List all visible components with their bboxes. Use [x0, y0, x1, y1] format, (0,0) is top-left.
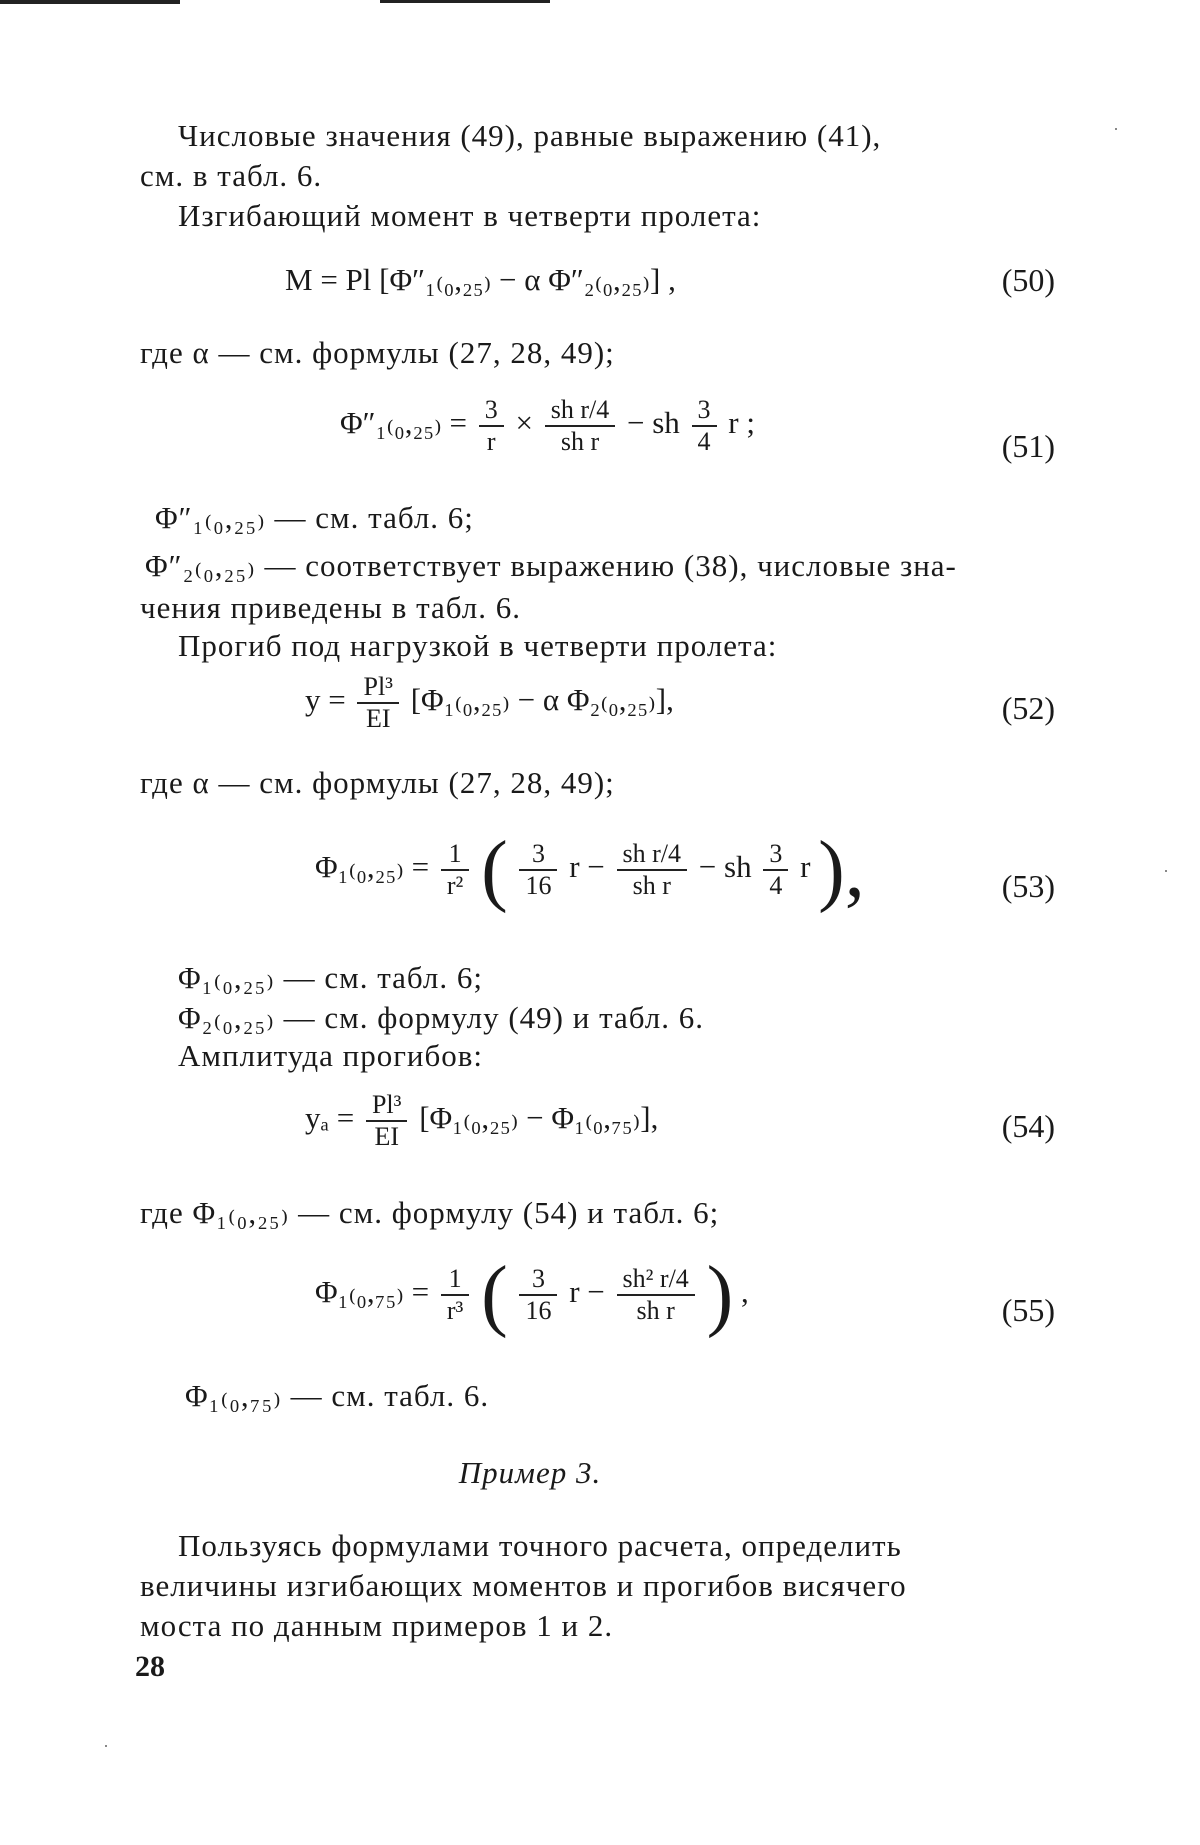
- equation-55-number: (55): [1001, 1292, 1055, 1328]
- eq53-lhs: Φ₁₍₀,₂₅₎ =: [315, 849, 430, 885]
- para5-line1: Пользуясь формулами точного расчета, определить: [178, 1528, 902, 1563]
- eq53-fraction-1: $\frac{1}{\text{r²}}$: [441, 839, 469, 901]
- eq55-fraction-2: $\frac{3}{16}$: [519, 1264, 557, 1326]
- scan-artifact-top-right: [380, 0, 550, 3]
- note-55: Φ₁₍₀,₇₅₎ — см. табл. 6.: [185, 1378, 490, 1413]
- eq55-fraction-3: $\frac{\text{sh² r/4}}{\text{sh r}}$: [617, 1264, 695, 1326]
- eq51-fraction-1: $\frac{3}{r}$: [479, 395, 504, 457]
- para1-line1: Числовые значения (49), равные выражению (41),: [178, 118, 882, 153]
- note-51a: Φ″₁₍₀,₂₅₎ — см. табл. 6;: [155, 500, 474, 535]
- scan-speck: [1165, 870, 1167, 872]
- scan-speck: [1115, 128, 1117, 130]
- eq52-rhs: [Φ₁₍₀,₂₅₎ − α Φ₂₍₀,₂₅₎],: [410, 682, 674, 718]
- where-alpha-1: где α — см. формулы (27, 28, 49);: [140, 335, 615, 370]
- note-53b: Φ₂₍₀,₂₅₎ — см. формулу (49) и табл. 6.: [178, 1000, 704, 1035]
- para4-text: Амплитуда прогибов:: [178, 1038, 484, 1073]
- scan-artifact-top-left: [0, 0, 180, 4]
- eq51-tail: r ;: [728, 405, 755, 441]
- eq51-fraction-2: $\frac{\text{sh r/4}}{\text{sh r}}$: [545, 395, 616, 457]
- example-title: Пример 3.: [458, 1455, 602, 1490]
- equation-53-number: (53): [1001, 868, 1055, 904]
- eq51-lhs: Φ″₁₍₀,₂₅₎ =: [340, 405, 468, 441]
- eq52-fraction: $\frac{\text{Pl³}}{EI}$: [357, 672, 398, 734]
- equation-51: [340, 395, 755, 457]
- eq55-open-paren: (: [481, 1251, 508, 1339]
- eq53-fraction-3: $\frac{\text{sh r/4}}{\text{sh r}}$: [617, 839, 688, 901]
- eq54-fraction: $\frac{\text{Pl³}}{EI}$: [366, 1090, 407, 1152]
- page-number: 28: [135, 1650, 165, 1683]
- para5-line2: величины изгибающих моментов и прогибов висячего: [140, 1568, 907, 1603]
- eq51-fraction-3: $\frac{3}{4}$: [692, 395, 717, 457]
- where-alpha-2: где α — см. формулы (27, 28, 49);: [140, 765, 615, 800]
- eq53-mid: − sh: [698, 849, 752, 885]
- eq53-close-paren: ),: [818, 826, 865, 914]
- eq51-times: ×: [515, 405, 533, 441]
- eq55-r1: r −: [569, 1274, 605, 1310]
- note-53a: Φ₁₍₀,₂₅₎ — см. табл. 6;: [178, 960, 484, 995]
- eq53-open-paren: (: [481, 826, 508, 914]
- para2-text: Изгибающий момент в четверти пролета:: [178, 198, 762, 233]
- para5-line3: моста по данным примеров 1 и 2.: [140, 1608, 614, 1643]
- para3-text: Прогиб под нагрузкой в четверти пролета:: [178, 628, 778, 663]
- eq55-lhs: Φ₁₍₀,₇₅₎ =: [315, 1274, 430, 1310]
- eq53-tail: r: [800, 849, 811, 885]
- eq55-tail: ,: [740, 1274, 749, 1310]
- note-51b-line2: чения приведены в табл. 6.: [140, 590, 522, 625]
- eq53-fraction-2: $\frac{3}{16}$: [519, 839, 557, 901]
- eq55-close-paren: ): [706, 1251, 734, 1339]
- eq51-mid: − sh: [627, 405, 680, 441]
- equation-50: M = Pl [Φ″₁₍₀,₂₅₎ − α Φ″₂₍₀,₂₅₎] ,: [285, 262, 676, 297]
- equation-53: [315, 826, 865, 914]
- eq53-r1: r −: [569, 849, 605, 885]
- scan-speck: [105, 1745, 107, 1747]
- eq54-lhs: yₐ =: [305, 1100, 355, 1136]
- equation-54-number: (54): [1001, 1108, 1055, 1144]
- eq52-lhs: y =: [305, 682, 346, 718]
- para1-line2: см. в табл. 6.: [140, 158, 323, 193]
- eq55-fraction-1: $\frac{1}{\text{r³}}$: [441, 1264, 469, 1326]
- equation-50-number: (50): [1001, 262, 1055, 298]
- equation-52: [305, 672, 674, 734]
- note-51b-line1: Φ″₂₍₀,₂₅₎ — соответствует выражению (38), числовые зна-: [145, 548, 957, 583]
- eq54-rhs: [Φ₁₍₀,₂₅₎ − Φ₁₍₀,₇₅₎],: [419, 1100, 659, 1136]
- equation-54: [305, 1090, 658, 1152]
- equation-52-number: (52): [1001, 690, 1055, 726]
- equation-55: [315, 1251, 749, 1339]
- eq53-fraction-4: $\frac{3}{4}$: [763, 839, 788, 901]
- equation-51-number: (51): [1001, 428, 1055, 464]
- where-phi-054: где Φ₁₍₀,₂₅₎ — см. формулу (54) и табл. 6;: [140, 1195, 720, 1230]
